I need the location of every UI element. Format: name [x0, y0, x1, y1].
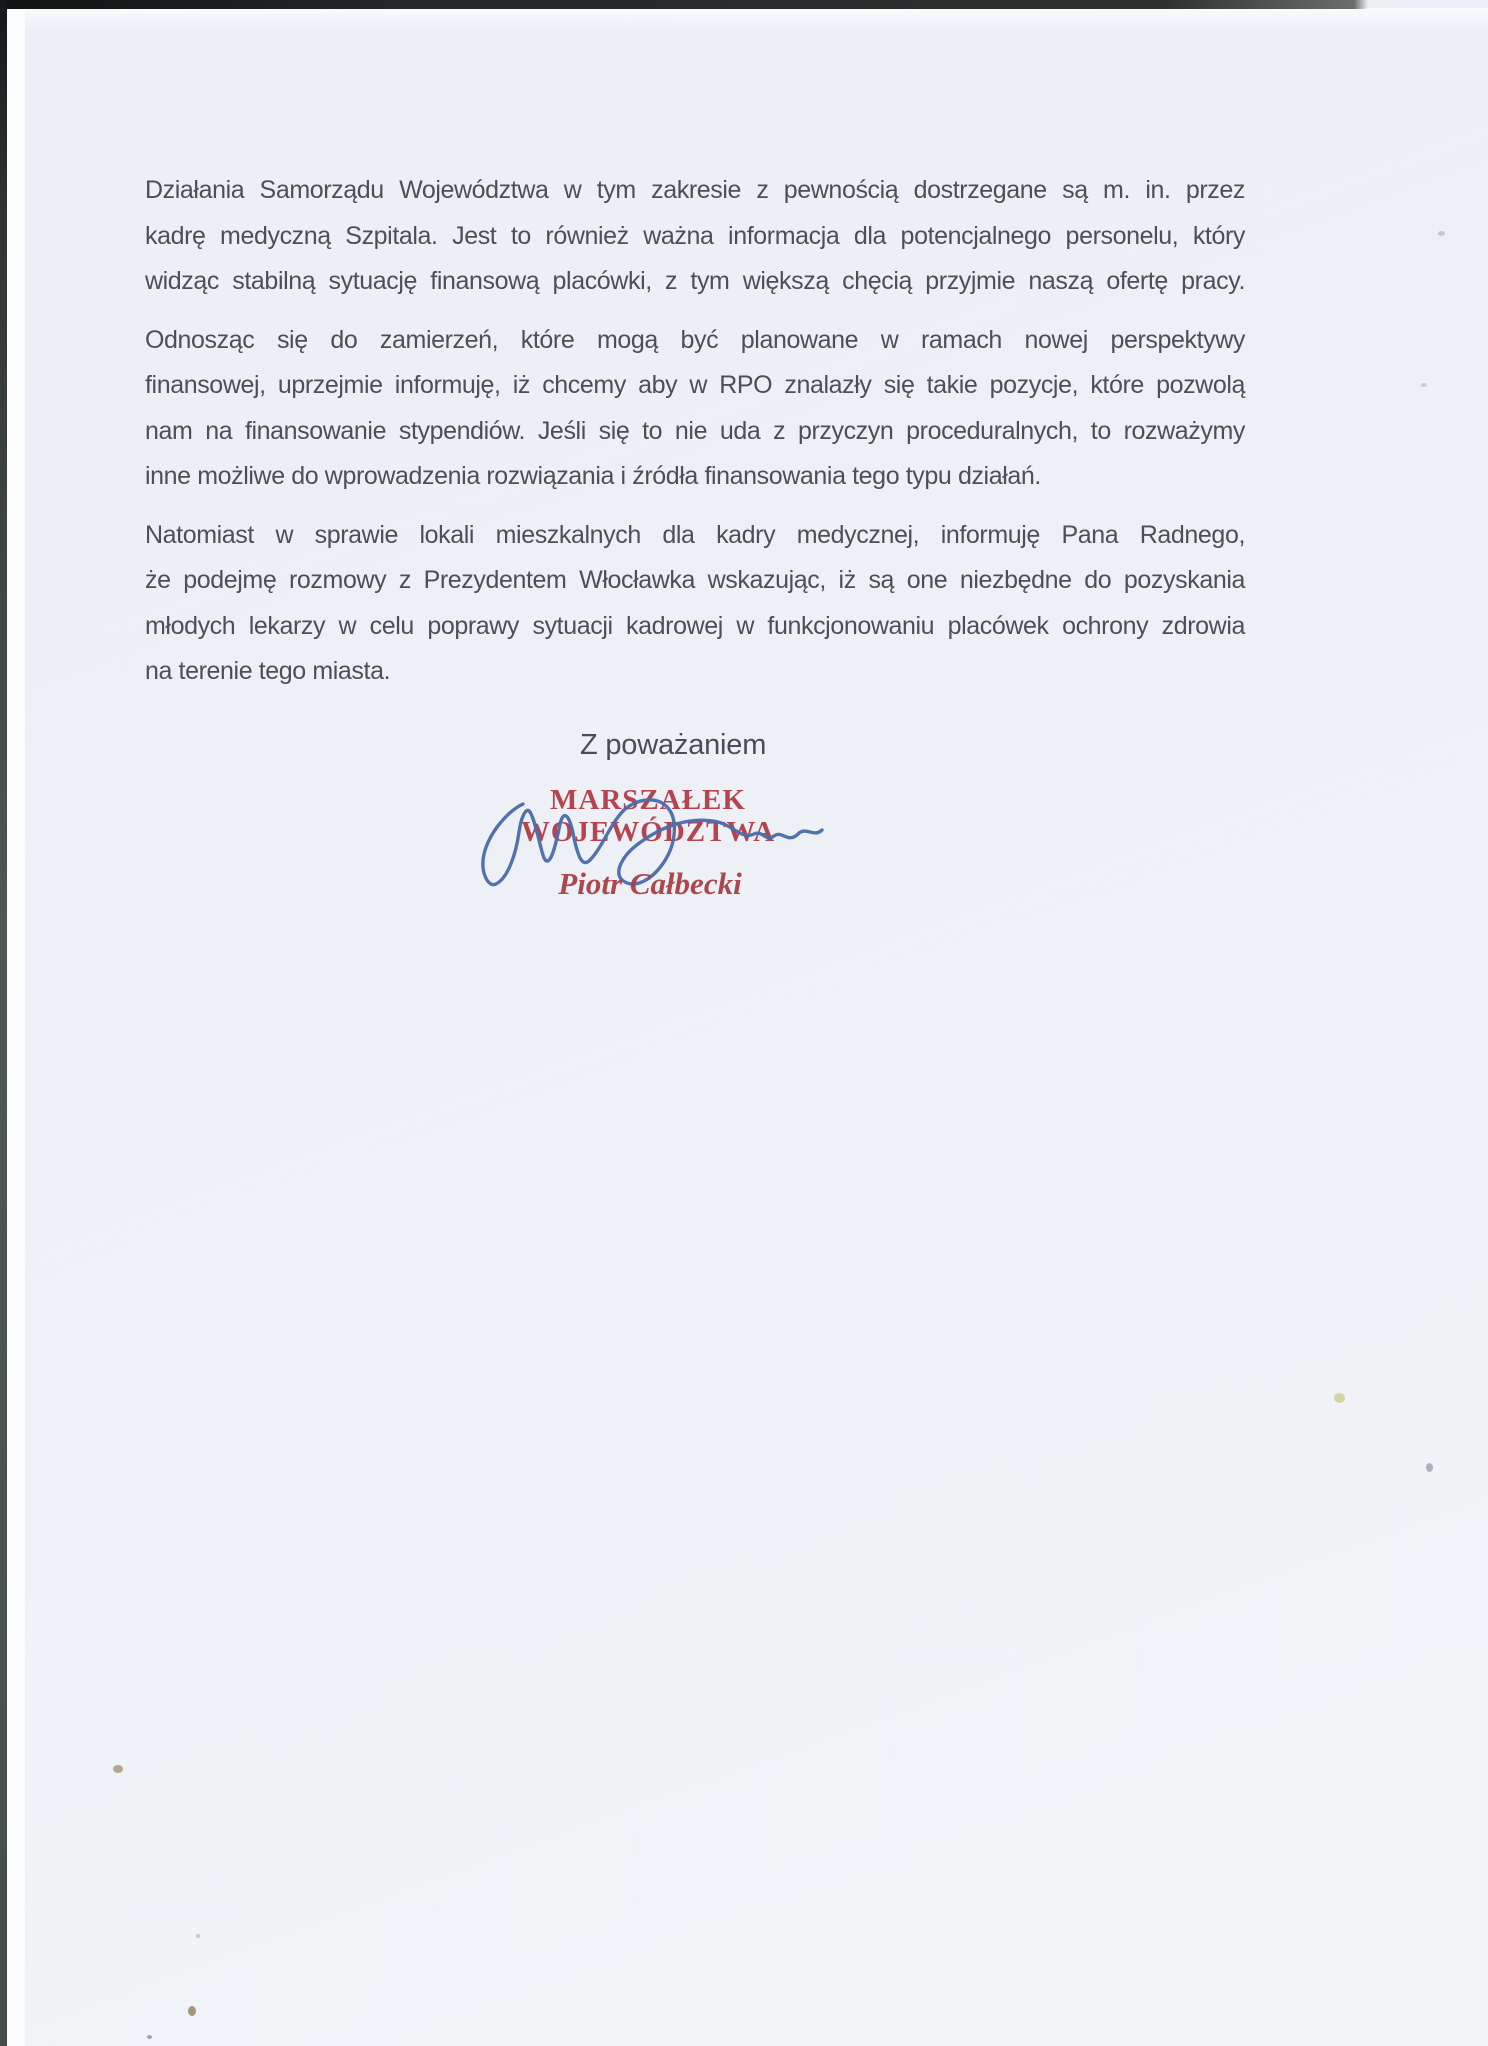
text-line: nam na finansowanie stypendiów. Jeśli się to nie uda z przyczyn proceduralnych, to rozważymy — [145, 416, 1245, 445]
text-line: Natomiast w sprawie lokali mieszkalnych dla kadry medycznej, informuję Pana Radnego, — [145, 520, 1245, 549]
dust-speck — [1438, 231, 1445, 236]
text-line: kadrę medyczną Szpitala. Jest to również ważna informacja dla potencjalnego personelu, który — [145, 221, 1245, 250]
scan-edge-dark-top — [0, 0, 1368, 9]
stamp-title: MARSZAŁEK WOJEWÓDZTWA — [520, 784, 776, 848]
dust-speck — [1334, 1393, 1345, 1403]
scan-edge-dark-left — [0, 0, 7, 2046]
stamp-signatory-name: Piotr Całbecki — [558, 866, 742, 901]
text-line: na terenie tego miasta. — [145, 657, 391, 685]
text-line: Działania Samorządu Województwa w tym zakresie z pewnością dostrzegane są m. in. przez — [145, 176, 1245, 204]
closing-phrase: Z poważaniem — [580, 729, 767, 761]
text-line: młodych lekarzy w celu poprawy sytuacji kadrowej w funkcjonowaniu placówek ochrony zdrowia — [145, 611, 1245, 640]
dust-speck — [113, 1765, 123, 1773]
paragraph — [145, 318, 1245, 500]
scan-edge-white-top — [0, 8, 1488, 30]
text-line: że podejmę rozmowy z Prezydentem Włocławka wskazując, iż są one niezbędne do pozyskania — [145, 566, 1245, 594]
dust-speck — [1426, 1463, 1433, 1472]
paragraph — [145, 513, 1245, 695]
scan-edge-white-left — [7, 0, 25, 2046]
text-line: widząc stabilną sytuację finansową placówki, z tym większą chęcią przyjmie naszą ofertę pracy. — [145, 267, 1245, 295]
paragraph — [145, 168, 1245, 305]
text-line: inne możliwe do wprowadzenia rozwiązania i źródła finansowania tego typu działań. — [145, 462, 1041, 490]
letter-paragraphs — [145, 168, 1245, 708]
text-line: finansowej, uprzejmie informuję, iż chcemy aby w RPO znalazły się takie pozycje, które pozwolą — [145, 371, 1245, 399]
dust-speck — [147, 2035, 152, 2039]
text-line: Odnosząc się do zamierzeń, które mogą być planowane w ramach nowej perspektywy — [145, 325, 1245, 354]
dust-speck — [196, 1934, 200, 1938]
dust-speck — [188, 2006, 196, 2016]
dust-speck — [1421, 383, 1427, 387]
